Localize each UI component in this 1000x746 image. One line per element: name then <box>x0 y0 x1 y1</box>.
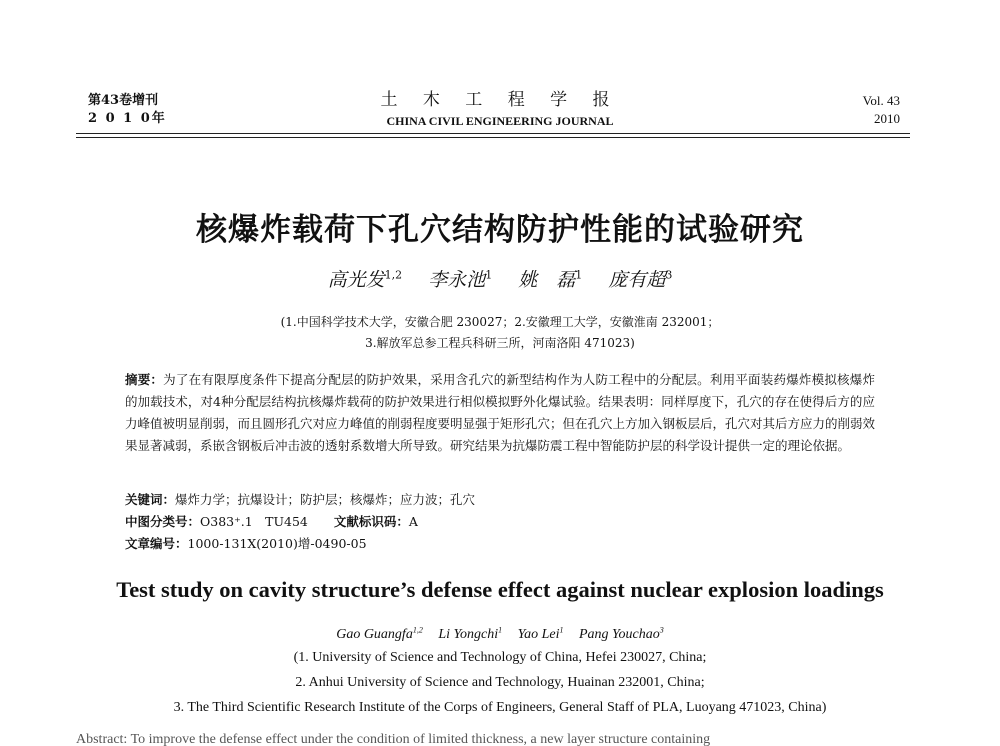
author-name: 姚 磊 <box>518 269 576 292</box>
author-name: Li Yongchi <box>438 626 499 642</box>
author-affil-sup: 1 <box>485 269 493 282</box>
abstract-label: 摘要： <box>125 372 164 387</box>
journal-name-block <box>0 90 1000 130</box>
author-affil-sup: 3 <box>665 269 673 282</box>
article-number-line <box>125 533 875 555</box>
author-affil-sup: 1 <box>498 625 503 634</box>
header-rule-top <box>76 133 910 134</box>
author-name: 庞有超 <box>608 269 666 292</box>
author-cn <box>608 269 672 291</box>
author-name: 李永池 <box>428 269 486 292</box>
journal-name-en: CHINA CIVIL ENGINEERING JOURNAL <box>386 114 614 128</box>
affiliations-cn <box>0 312 1000 354</box>
author-cn <box>428 269 492 291</box>
keywords-label: 关键词： <box>125 492 176 507</box>
paper-title-en: Test study on cavity structure’s defense effect against nuclear explosion loadings <box>116 577 884 602</box>
affiliation-line-en: 2. Anhui University of Science and Technology, Huainan 232001, China; <box>295 675 705 690</box>
article-no-value: 1000-131X(2010)增-0490-05 <box>187 536 367 551</box>
affiliation-line: 3.解放军总参工程兵科研三所，河南洛阳 471023) <box>365 336 635 350</box>
affiliation-line-en: (1. University of Science and Technology of China, Hefei 230027, China; <box>293 650 707 665</box>
affiliation-line: (1.中国科学技术大学，安徽合肥 230027；2.安徽理工大学，安徽淮南 232001； <box>280 315 720 329</box>
author-affil-sup: 1,2 <box>412 625 423 634</box>
keywords <box>125 489 875 511</box>
volume-label: Vol. 43 <box>862 93 900 108</box>
author-affil-sup: 3 <box>659 625 664 634</box>
volume-block <box>863 92 900 128</box>
abstract-en-cutoff: Abstract: To improve the defense effect under the condition of limited thickness, a new layer structure containing <box>76 732 711 746</box>
author-en <box>438 627 502 642</box>
author-cn <box>518 269 582 291</box>
author-name: 高光发 <box>327 269 385 292</box>
doc-code-label: 文献标识码： <box>333 514 409 529</box>
author-name: Yao Lei <box>517 626 560 642</box>
abstract-text: 为了在有限厚度条件下提高分配层的防护效果，采用含孔穴的新型结构作为人防工程中的分配层。利用平面装药爆炸模拟核爆炸的加载技术，对4种分配层结构抗核爆炸载荷的防护效果进行相似模拟野外化爆试验。结果表明：同样厚度下，孔穴的存在使得后方的应力峰值被明显削弱，而且圆形孔穴对应力峰值的削弱程度要明显强于矩形孔穴；但在孔穴上方加入钢板层后，孔穴对其后方应力的削弱效果显著减弱，系嵌含钢板后冲击波的透射系数增大所导致。研究结果为抗爆防震工程中智能防护层的科学设计提供一定的理论依据。 <box>125 372 876 453</box>
author-name: Gao Guangfa <box>336 626 413 642</box>
author-affil-sup: 1,2 <box>384 269 403 282</box>
affiliation-line-en: 3. The Third Scientific Research Institute of the Corps of Engineers, General Staff of PLA, Luoyang 471023, China) <box>173 700 827 715</box>
paper-title-cn: 核爆炸载荷下孔穴结构防护性能的试验研究 <box>196 212 804 248</box>
year-label: 2010 <box>874 111 900 126</box>
authors-cn <box>0 263 1000 293</box>
keywords-text: 爆炸力学；抗爆设计；防护层；核爆炸；应力波；孔穴 <box>175 492 476 507</box>
author-affil-sup: 1 <box>559 625 564 634</box>
author-cn <box>328 269 403 291</box>
author-en <box>336 627 423 642</box>
journal-name-cn: 土 木 工 程 学 报 <box>380 90 620 110</box>
article-no-label: 文章编号： <box>125 536 188 551</box>
clc-label: 中图分类号： <box>125 514 201 529</box>
author-name: Pang Youchao <box>579 626 660 642</box>
author-en <box>518 627 564 642</box>
year-label-cn: 2 0 1 0年 <box>88 111 167 126</box>
authors-en <box>0 620 1000 645</box>
header-rule-bottom <box>76 137 910 138</box>
author-en <box>579 627 664 642</box>
classification-line <box>125 511 875 533</box>
abstract-cn <box>125 369 875 457</box>
clc-value: O383⁺.1 TU454 <box>200 514 308 529</box>
author-affil-sup: 1 <box>575 269 583 282</box>
issue-label: 第43卷增刊 <box>88 93 159 108</box>
doc-code-value: A <box>408 514 418 529</box>
